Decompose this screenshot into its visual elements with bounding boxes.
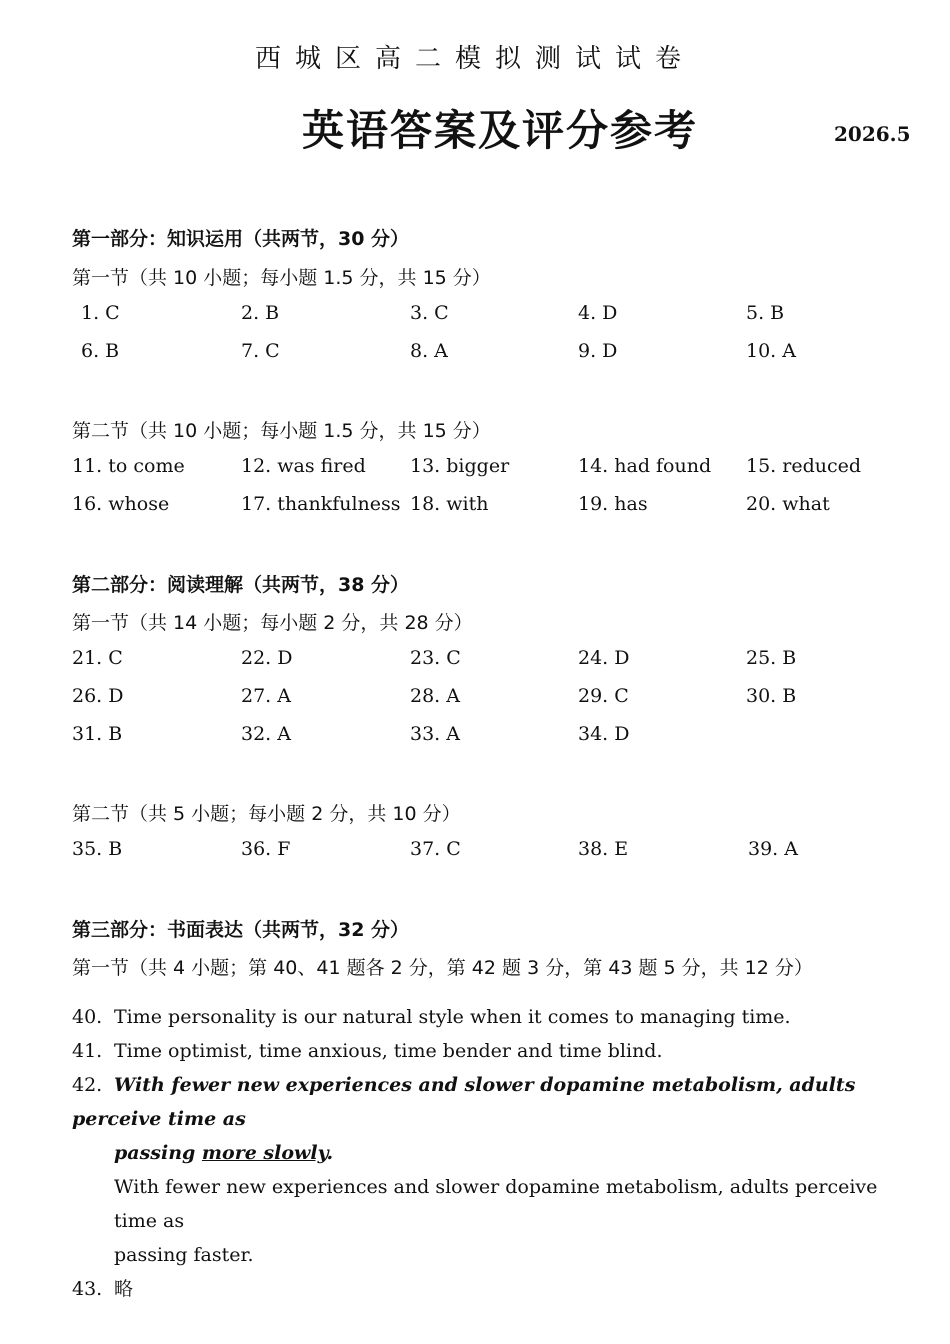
answer-text: 略 — [114, 1278, 134, 1300]
answer-item: 1. C — [81, 302, 120, 324]
answer-row — [72, 493, 912, 519]
answer-item: 4. D — [578, 302, 618, 324]
part3-section1-heading: 第一节（共 4 小题；第 40、41 题各 2 分，第 42 题 3 分，第 43 题 5 分，共 12 分） — [72, 957, 813, 979]
answer-item: 21. C — [72, 647, 123, 669]
answer-item: 13. bigger — [410, 455, 510, 477]
answer-text: Time personality is our natural style when it comes to managing time. — [114, 1006, 791, 1028]
answer-item: 10. A — [746, 340, 796, 362]
answer-item: 28. A — [410, 685, 460, 707]
part2-section2-heading: 第二节（共 5 小题；每小题 2 分，共 10 分） — [72, 803, 461, 825]
page-title: 英语答案及评分参考 — [301, 106, 698, 155]
answer-item: 37. C — [410, 838, 461, 860]
answer-row — [72, 723, 912, 749]
answer-item: 20. what — [746, 493, 830, 515]
writing-answers — [72, 1000, 892, 1306]
answer-item: 16. whose — [72, 493, 170, 515]
answer-item: 17. thankfulness — [241, 493, 401, 515]
answer-item: 6. B — [81, 340, 120, 362]
answer-item: 3. C — [410, 302, 449, 324]
question-number: 41. — [72, 1040, 103, 1062]
original-sentence-line2 — [72, 1136, 892, 1170]
original-prefix: passing — [114, 1142, 202, 1164]
answer-item: 2. B — [241, 302, 280, 324]
answer-item: 8. A — [410, 340, 448, 362]
underlined-phrase: more slowly — [201, 1142, 327, 1164]
corrected-sentence-line1: With fewer new experiences and slower dopamine metabolism, adults perceive time as — [114, 1176, 878, 1232]
part1-section2-heading: 第二节（共 10 小题；每小题 1.5 分，共 15 分） — [72, 420, 491, 442]
exam-date: 2026.5 — [834, 122, 911, 146]
part2-section1-heading: 第一节（共 14 小题；每小题 2 分，共 28 分） — [72, 612, 473, 634]
answer-row — [72, 340, 912, 366]
answer-row — [72, 302, 912, 328]
answer-text: Time optimist, time anxious, time bender and time blind. — [114, 1040, 663, 1062]
original-suffix: . — [326, 1142, 334, 1164]
answer-item: 25. B — [746, 647, 797, 669]
answer-item: 35. B — [72, 838, 123, 860]
answer-item: 7. C — [241, 340, 280, 362]
answer-item: 26. D — [72, 685, 124, 707]
answer-row — [72, 838, 912, 864]
answer-item: 22. D — [241, 647, 293, 669]
answer-41 — [72, 1034, 892, 1068]
answer-item: 15. reduced — [746, 455, 862, 477]
answer-item: 18. with — [410, 493, 489, 515]
answer-item: 39. A — [748, 838, 798, 860]
question-number: 40. — [72, 1006, 103, 1028]
answer-item: 11. to come — [72, 455, 185, 477]
answer-item: 12. was fired — [241, 455, 366, 477]
part2-heading: 第二部分：阅读理解（共两节，38 分） — [72, 574, 410, 596]
answer-item: 38. E — [578, 838, 629, 860]
answer-43 — [72, 1272, 892, 1306]
answer-item: 27. A — [241, 685, 291, 707]
answer-row — [72, 647, 912, 673]
part1-section1-heading: 第一节（共 10 小题；每小题 1.5 分，共 15 分） — [72, 267, 491, 289]
answer-item: 24. D — [578, 647, 630, 669]
question-number: 43. — [72, 1278, 103, 1300]
part3-heading: 第三部分：书面表达（共两节，32 分） — [72, 919, 410, 941]
answer-item: 9. D — [578, 340, 618, 362]
answer-item: 34. D — [578, 723, 630, 745]
part1-heading: 第一部分：知识运用（共两节，30 分） — [72, 228, 410, 250]
exam-subtitle: 西城区高二模拟测试试卷 — [254, 44, 695, 74]
answer-item: 19. has — [578, 493, 648, 515]
original-sentence-line1: With fewer new experiences and slower dopamine metabolism, adults perceive time as — [72, 1074, 856, 1130]
corrected-sentence-line2: passing faster. — [114, 1244, 254, 1266]
answer-42 — [72, 1068, 892, 1136]
answer-40 — [72, 1000, 892, 1034]
answer-item: 23. C — [410, 647, 461, 669]
answer-item: 33. A — [410, 723, 460, 745]
answer-row — [72, 685, 912, 711]
answer-item: 31. B — [72, 723, 123, 745]
answer-item: 29. C — [578, 685, 629, 707]
answer-item: 14. had found — [578, 455, 712, 477]
answer-item: 36. F — [241, 838, 291, 860]
answer-row — [72, 455, 912, 481]
question-number: 42. — [72, 1074, 103, 1096]
answer-item: 5. B — [746, 302, 785, 324]
answer-item: 30. B — [746, 685, 797, 707]
answer-item: 32. A — [241, 723, 291, 745]
